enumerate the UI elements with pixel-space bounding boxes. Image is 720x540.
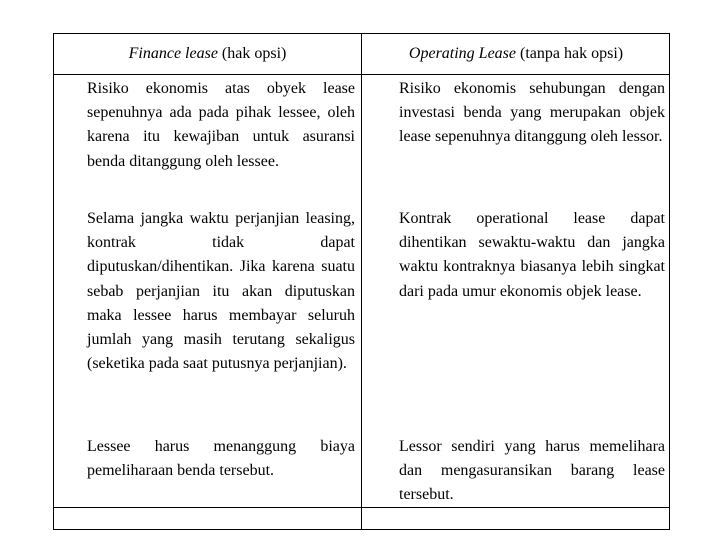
row-1-finance-lease: Risiko ekonomis atas obyek lease sepenuhnya ada pada pihak lessee, oleh karena itu kewajiban untuk asuransi benda ditanggung oleh lessee. [87,80,355,170]
comparison-table [53,33,670,530]
header-finance-lease-term: Finance lease [128,45,218,62]
row-2-finance-lease: Selama jangka waktu perjanjian leasing, kontrak tidak dapat diputuskan/dihentikan. Jika karena suatu sebab perjanjian itu akan diputuskan maka lessee harus membayar seluruh jumlah yang masih terutang sekaligus (seketika pada saat putusnya perjanjian). [87,210,355,373]
header-operating-lease-note: (tanpa hak opsi) [516,45,624,62]
row-2-operating-lease: Kontrak operational lease dapat dihentikan sewaktu-waktu dan jangka waktu kontraknya biasanya lebih singkat dari pada umur ekonomis objek lease. [399,210,665,300]
column-divider [361,34,362,529]
row-3-operating-lease: Lessor sendiri yang harus memelihara dan mengasuransikan barang lease tersebut. [399,438,665,504]
row-1-operating-lease: Risiko ekonomis sehubungan dengan investasi benda yang merupakan objek lease sepenuhnya ditanggung oleh lessor. [399,80,665,146]
header-divider [54,74,669,75]
header-operating-lease-term: Operating Lease [408,45,517,62]
row-3-finance-lease: Lessee harus menanggung biaya pemeliharaan benda tersebut. [87,438,355,480]
header-finance-lease-note: (hak opsi) [217,45,287,62]
header-operating-lease [362,34,670,74]
header-finance-lease [54,34,361,74]
